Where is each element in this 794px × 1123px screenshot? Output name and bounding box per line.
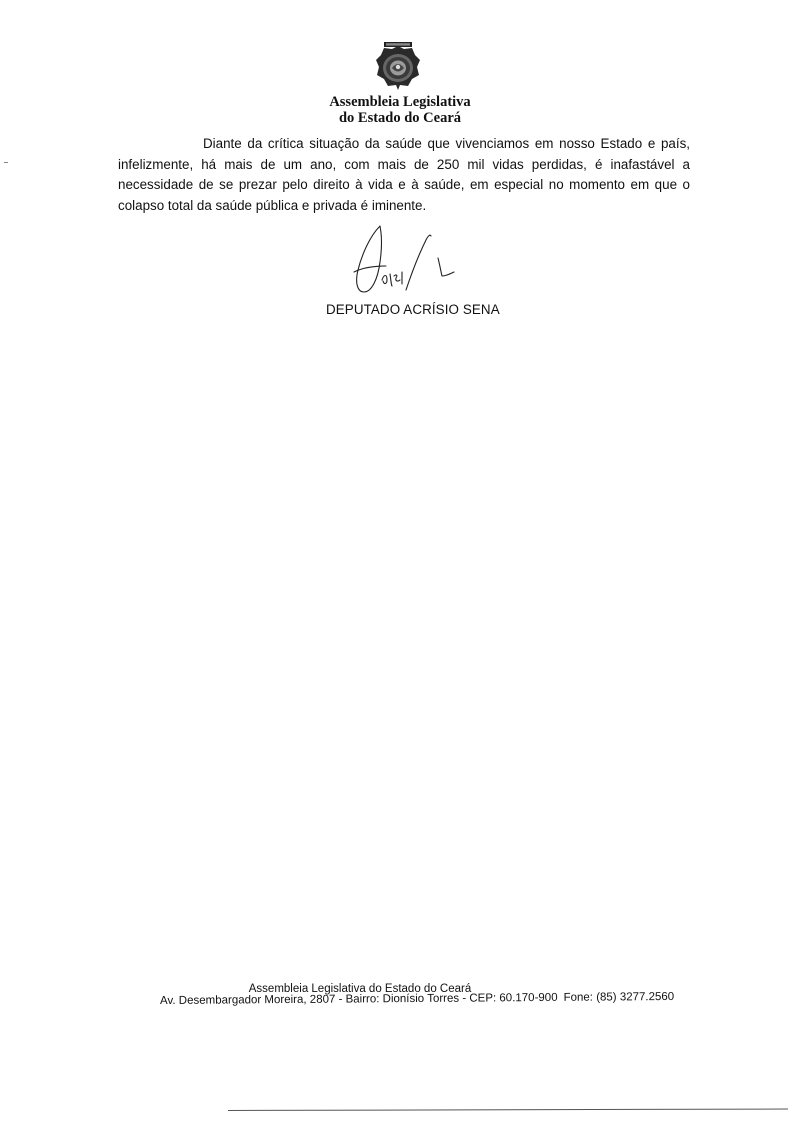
handwritten-signature	[340, 222, 465, 302]
body-paragraph: Diante da crítica situação da saúde que vivenciamos em nosso Estado e país, infelizmente, há mais de um ano, com mais de 250 mil vidas perdidas, é inafastável a necessidade de se prezar pelo direito à vida e à saúde, em especial no momento em que o colapso total da saúde pública e privada é iminente.	[118, 136, 690, 213]
organization-title	[260, 94, 540, 126]
bottom-divider	[228, 1109, 788, 1111]
state-coat-of-arms-icon	[373, 40, 423, 92]
footer-address: Av. Desembargador Moreira, 2807 - Bairro: Dionísio Torres - CEP: 60.170-900	[159, 991, 558, 1007]
footer-organization: Assembleia Legislativa do Estado do Ceará	[248, 983, 472, 995]
organization-title-line2: do Estado do Ceará	[338, 110, 462, 126]
signer-name: DEPUTADO ACRÍSIO SENA	[326, 302, 500, 317]
organization-title-line1: Assembleia Legislativa	[329, 94, 471, 110]
footer-phone: Fone: (85) 3277.2560	[563, 990, 675, 1004]
margin-mark	[4, 162, 8, 163]
